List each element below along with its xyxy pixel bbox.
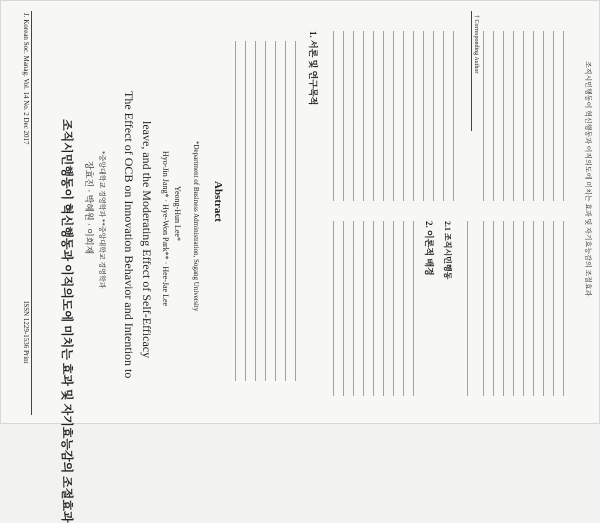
journal-ref: J. Korean Soc. Manag. Vol. 14 No. 2 Dec 2017 [22, 13, 30, 145]
header-rule [31, 11, 32, 415]
body-text [553, 31, 556, 201]
body-text [443, 31, 446, 201]
body-text [543, 221, 546, 396]
body-text [393, 31, 396, 201]
body-text [333, 31, 336, 201]
body-text [493, 31, 496, 201]
body-text [423, 31, 426, 201]
affiliation-en: *Department of Business Administration, Sogang University [192, 141, 200, 312]
body-text [383, 221, 386, 396]
body-text [413, 221, 416, 396]
abstract-body [235, 41, 238, 381]
abstract-body [255, 41, 258, 381]
body-text [413, 31, 416, 201]
body-text [553, 221, 556, 396]
body-text [343, 221, 346, 396]
abstract-title: Abstract [212, 181, 224, 222]
title-en-line2: leave, and the Moderating Effect of Self-Efficacy [140, 121, 154, 359]
title-en-line1: The Effect of OCB on Innovation Behavior and Intention to [122, 91, 136, 379]
body-text [513, 221, 516, 396]
body-text [393, 221, 396, 396]
body-text [403, 221, 406, 396]
body-text [363, 221, 366, 396]
title-kr: 조직시민행동이 혁신행동과 이직의도에 미치는 효과 및 자기효능감의 조절효과 [60, 119, 74, 523]
abstract-body [285, 41, 288, 381]
body-text [563, 31, 566, 201]
body-text [563, 221, 566, 396]
body-text [533, 221, 536, 396]
footnote: † Corresponding Author [473, 15, 479, 74]
section-2-1-heading: 2.1 조직시민행동 [443, 221, 452, 280]
body-text [523, 221, 526, 396]
body-text [467, 221, 470, 396]
abstract-body [265, 41, 268, 381]
affiliation-kr: *중앙대학교 경영학과 **중앙대학교 경영학과 [98, 151, 106, 289]
body-text [453, 31, 456, 201]
body-text [483, 221, 486, 396]
body-text [373, 31, 376, 201]
body-text [373, 221, 376, 396]
body-text [493, 221, 496, 396]
body-text [503, 221, 506, 396]
issn: ISSN 1229-1536 Print [22, 301, 30, 364]
body-text [433, 31, 436, 201]
authors-en: Hyo-Jin Jang* · Hye-Won Park** · Hee-Jae Lee [161, 151, 170, 307]
body-text [533, 31, 536, 201]
body-text [483, 31, 486, 201]
body-text [353, 31, 356, 201]
body-text [403, 31, 406, 201]
section-2-heading: 2. 이론적 배경 [424, 221, 434, 276]
body-text [543, 31, 546, 201]
body-text [513, 31, 516, 201]
running-title: 조직시민행동이 혁신행동과 이직의도에 미치는 효과 및 자기효능감의 조절효과 [584, 61, 592, 297]
body-text [503, 31, 506, 201]
body-text [383, 31, 386, 201]
footnote-rule [471, 11, 472, 131]
body-text [343, 31, 346, 201]
section-1-heading: 1. 서론 및 연구목적 [308, 31, 318, 106]
body-text [333, 221, 336, 396]
body-text [363, 31, 366, 201]
authors-kr: 장효진 · 박혜원 · 이희재 [84, 161, 94, 255]
body-text [523, 31, 526, 201]
abstract-body [295, 41, 298, 381]
body-text [353, 221, 356, 396]
authors-en-2: Yeong-Hun Lee* [173, 186, 182, 241]
abstract-body [245, 41, 248, 381]
abstract-body [275, 41, 278, 381]
